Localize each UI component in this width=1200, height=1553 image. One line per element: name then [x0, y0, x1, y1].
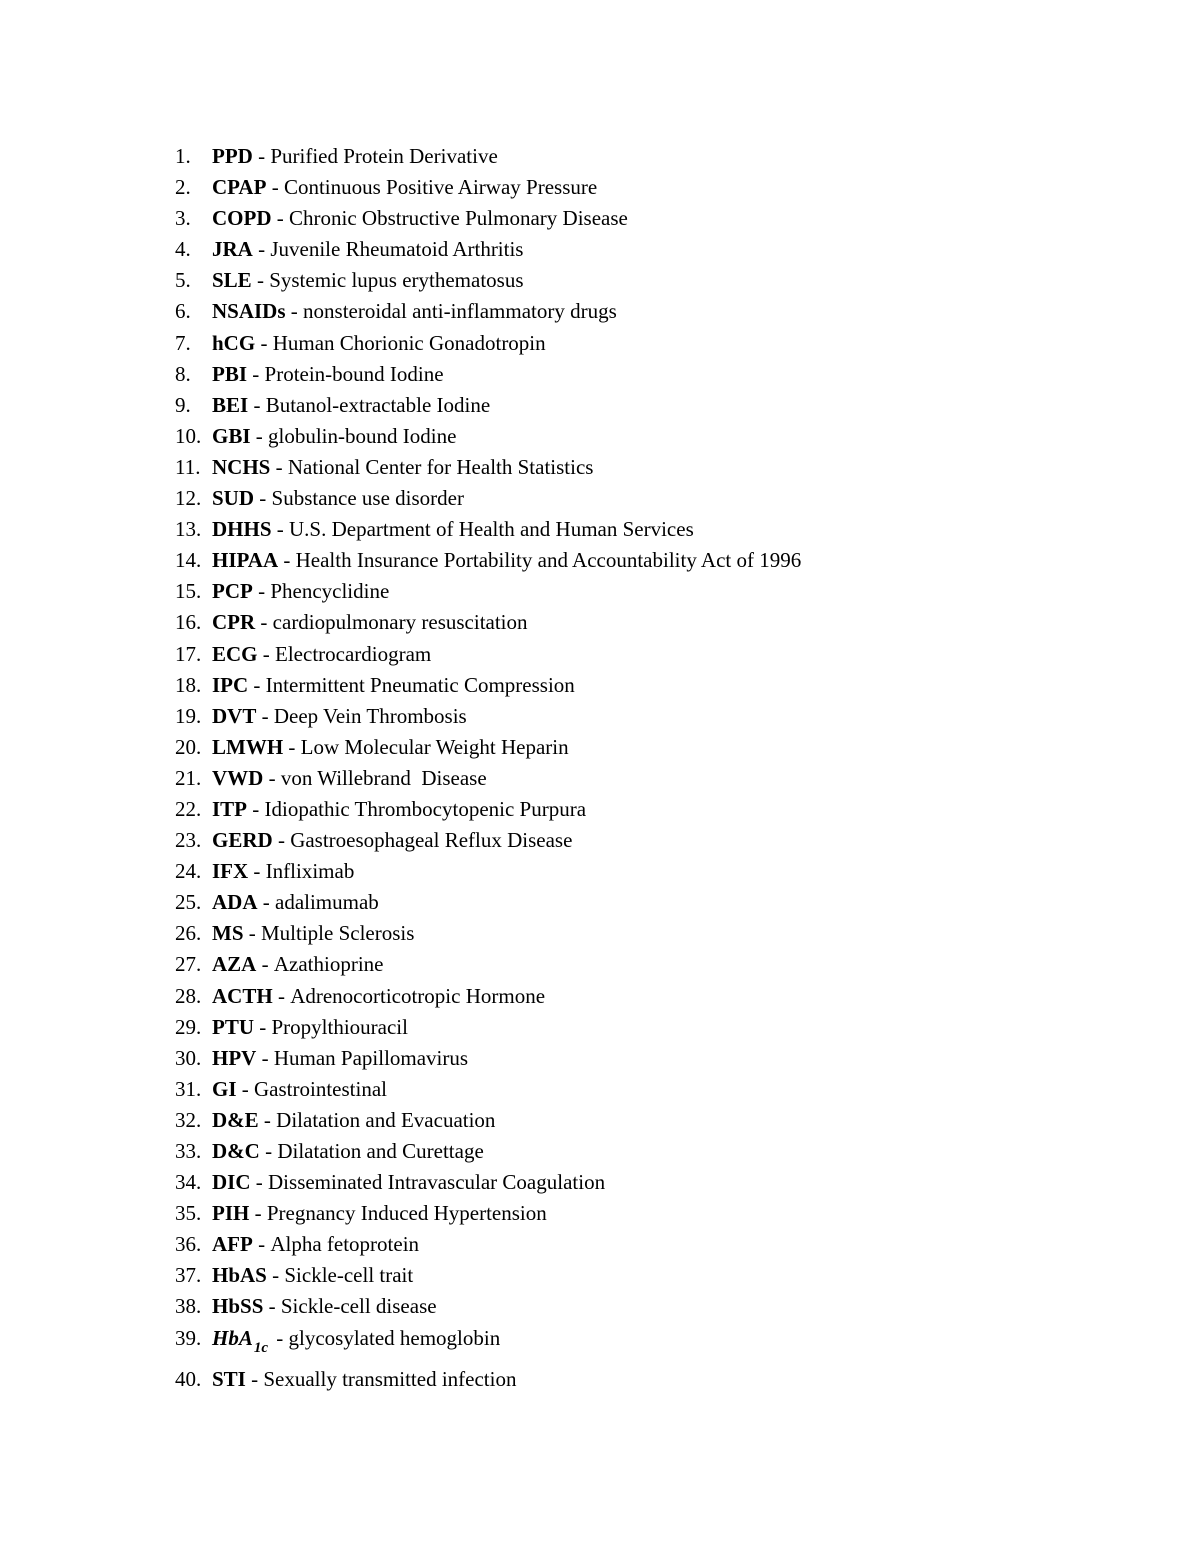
abbreviation: DHHS — [212, 517, 272, 542]
abbreviation: HbSS — [212, 1294, 264, 1319]
abbreviation: HbA — [212, 1325, 253, 1350]
item-number: 27. — [175, 952, 202, 977]
definition: Continuous Positive Airway Pressure — [283, 175, 598, 200]
separator: - — [283, 734, 301, 759]
definition: Pregnancy Induced Hypertension — [266, 1201, 547, 1226]
definition: Dilatation and Curettage — [277, 1139, 484, 1163]
separator: - — [248, 672, 266, 697]
abbreviation-subscript: 1c — [253, 1339, 269, 1356]
list-item — [175, 452, 801, 483]
abbreviation-list — [175, 141, 801, 1395]
item-number: 37. — [175, 1263, 202, 1288]
abbreviation: MS — [212, 921, 244, 946]
abbreviation: COPD — [212, 206, 272, 231]
list-item — [175, 172, 801, 203]
separator: - — [271, 1325, 289, 1350]
separator: - — [256, 1045, 274, 1070]
definition: Human Chorionic Gonadotropin — [272, 330, 546, 355]
definition: Propylthiouracil — [271, 1014, 408, 1039]
item-number: 31. — [175, 1076, 202, 1101]
item-number: 35. — [175, 1201, 202, 1226]
definition: Substance use disorder — [271, 486, 464, 511]
list-item — [175, 514, 801, 545]
abbreviation: D&C — [212, 1139, 260, 1163]
separator: - — [272, 828, 291, 853]
definition: Human Papillomavirus — [273, 1045, 469, 1070]
item-number: 29. — [175, 1014, 202, 1039]
separator: - — [248, 859, 266, 884]
definition: National Center for Health Statistics — [287, 454, 594, 479]
item-number: 8. — [175, 361, 191, 386]
item-number: 13. — [175, 517, 202, 542]
item-number: 34. — [175, 1170, 202, 1195]
abbreviation: HbAS — [212, 1263, 267, 1288]
item-number: 30. — [175, 1045, 202, 1070]
separator: - — [258, 1107, 277, 1132]
separator: - — [250, 423, 269, 448]
list-item — [175, 203, 801, 234]
separator: - — [252, 237, 271, 262]
abbreviation: ADA — [212, 890, 258, 915]
list-item — [175, 1323, 801, 1356]
separator: - — [255, 330, 273, 355]
list-item — [175, 421, 801, 452]
item-number: 38. — [175, 1294, 202, 1319]
separator: - — [271, 206, 289, 231]
separator: - — [285, 299, 304, 324]
list-item — [175, 763, 801, 794]
abbreviation: GBI — [212, 423, 251, 448]
abbreviation: BEI — [212, 392, 249, 417]
list-item — [175, 1105, 801, 1136]
list-item — [175, 141, 801, 172]
abbreviation: DVT — [212, 703, 257, 728]
item-number: 12. — [175, 486, 202, 511]
abbreviation: CPAP — [212, 175, 267, 200]
separator: - — [250, 1170, 269, 1195]
item-number: 10. — [175, 423, 202, 448]
definition: Gastrointestinal — [254, 1076, 387, 1101]
abbreviation: PIH — [212, 1201, 250, 1226]
list-item — [175, 639, 801, 670]
separator: - — [259, 1139, 278, 1163]
list-item — [175, 607, 801, 638]
list-item — [175, 1043, 801, 1074]
definition: adalimumab — [275, 890, 379, 915]
item-number: 36. — [175, 1232, 202, 1257]
definition: Idiopathic Thrombocytopenic Purpura — [264, 796, 587, 821]
item-number: 17. — [175, 641, 202, 666]
separator: - — [272, 983, 291, 1008]
separator: - — [256, 952, 274, 977]
item-number: 5. — [175, 268, 191, 293]
item-number: 20. — [175, 734, 202, 759]
abbreviation: GI — [212, 1076, 237, 1101]
item-number: 6. — [175, 299, 191, 324]
definition: Health Insurance Portability and Accountability Act of 1996 — [295, 548, 802, 573]
definition: Chronic Obstructive Pulmonary Disease — [289, 206, 628, 231]
list-item — [175, 296, 801, 327]
abbreviation: DIC — [212, 1170, 251, 1195]
definition: von Willebrand Disease — [280, 765, 487, 790]
definition: Purified Protein Derivative — [270, 144, 498, 168]
definition: Sexually transmitted infection — [263, 1366, 517, 1391]
item-number: 4. — [175, 237, 191, 262]
definition: Gastroesophageal Reflux Disease — [290, 828, 573, 853]
item-number: 16. — [175, 610, 202, 635]
item-number: 19. — [175, 703, 202, 728]
separator: - — [270, 454, 288, 479]
abbreviation: D&E — [212, 1107, 259, 1132]
item-number: 1. — [175, 144, 191, 168]
definition: Phencyclidine — [270, 579, 390, 604]
item-number: 14. — [175, 548, 202, 573]
separator: - — [263, 765, 281, 790]
abbreviation: AZA — [212, 952, 257, 977]
abbreviation: ITP — [212, 796, 248, 821]
item-number: 22. — [175, 796, 202, 821]
list-item — [175, 794, 801, 825]
list-item — [175, 1364, 801, 1395]
abbreviation: CPR — [212, 610, 256, 635]
separator: - — [257, 890, 275, 915]
list-item — [175, 234, 801, 265]
separator: - — [247, 796, 265, 821]
separator: - — [236, 1076, 255, 1101]
separator: - — [251, 268, 270, 293]
list-item — [175, 856, 801, 887]
item-number: 11. — [175, 454, 201, 479]
list-item — [175, 825, 801, 856]
abbreviation: PTU — [212, 1014, 254, 1039]
definition: Sickle-cell disease — [280, 1294, 437, 1319]
list-item — [175, 483, 801, 514]
list-item — [175, 1229, 801, 1260]
abbreviation: PPD — [212, 144, 253, 168]
separator: - — [254, 486, 272, 511]
definition: cardiopulmonary resuscitation — [272, 610, 528, 635]
item-number: 9. — [175, 392, 191, 417]
item-number: 2. — [175, 175, 191, 200]
abbreviation: HIPAA — [212, 548, 279, 573]
separator: - — [257, 641, 276, 666]
item-number: 33. — [175, 1139, 202, 1163]
abbreviation: ECG — [212, 641, 258, 666]
abbreviation: VWD — [212, 765, 264, 790]
definition: Alpha fetoprotein — [270, 1232, 420, 1257]
list-item — [175, 359, 801, 390]
abbreviation: ACTH — [212, 983, 273, 1008]
definition: U.S. Department of Health and Human Services — [289, 517, 694, 542]
abbreviation: JRA — [212, 237, 253, 262]
item-number: 24. — [175, 859, 202, 884]
separator: - — [254, 1014, 272, 1039]
separator: - — [252, 579, 271, 604]
abbreviation: NSAIDs — [212, 299, 286, 324]
list-item — [175, 545, 801, 576]
abbreviation: LMWH — [212, 734, 284, 759]
list-item — [175, 701, 801, 732]
definition: Protein-bound Iodine — [264, 361, 444, 386]
list-item — [175, 576, 801, 607]
definition: nonsteroidal anti-inflammatory drugs — [303, 299, 617, 324]
definition: Disseminated Intravascular Coagulation — [268, 1170, 606, 1195]
separator: - — [249, 1201, 267, 1226]
item-number: 32. — [175, 1107, 202, 1132]
item-number: 23. — [175, 828, 202, 853]
abbreviation: NCHS — [212, 454, 271, 479]
separator: - — [247, 361, 265, 386]
definition: globulin-bound Iodine — [268, 423, 457, 448]
separator: - — [256, 703, 274, 728]
item-number: 18. — [175, 672, 202, 697]
definition: Juvenile Rheumatoid Arthritis — [270, 237, 524, 262]
list-item — [175, 1012, 801, 1043]
definition: glycosylated hemoglobin — [288, 1325, 501, 1350]
abbreviation: PBI — [212, 361, 248, 386]
definition: Butanol-extractable Iodine — [265, 392, 491, 417]
item-number: 25. — [175, 890, 202, 915]
separator: - — [252, 1232, 271, 1257]
separator: - — [263, 1294, 281, 1319]
list-item — [175, 1291, 801, 1322]
list-item — [175, 981, 801, 1012]
abbreviation: AFP — [212, 1232, 253, 1257]
list-item — [175, 949, 801, 980]
separator: - — [245, 1366, 264, 1391]
item-number: 28. — [175, 983, 202, 1008]
item-number: 40. — [175, 1366, 202, 1391]
item-number: 15. — [175, 579, 202, 604]
separator: - — [266, 175, 284, 200]
definition: Electrocardiogram — [275, 641, 432, 666]
abbreviation: STI — [212, 1366, 246, 1391]
definition: Dilatation and Evacuation — [276, 1107, 496, 1132]
definition: Infliximab — [265, 859, 355, 884]
abbreviation: SLE — [212, 268, 252, 293]
definition: Sickle-cell trait — [284, 1263, 414, 1288]
list-item — [175, 1198, 801, 1229]
list-item — [175, 328, 801, 359]
separator: - — [271, 517, 290, 542]
list-item — [175, 1260, 801, 1291]
definition: Deep Vein Thrombosis — [273, 703, 467, 728]
separator: - — [266, 1263, 285, 1288]
abbreviation: PCP — [212, 579, 253, 604]
list-item — [175, 1136, 801, 1167]
list-item — [175, 887, 801, 918]
definition: Adrenocorticotropic Hormone — [290, 983, 546, 1008]
separator: - — [278, 548, 296, 573]
list-item — [175, 918, 801, 949]
abbreviation: SUD — [212, 486, 255, 511]
separator: - — [248, 392, 266, 417]
separator: - — [243, 921, 261, 946]
separator: - — [252, 144, 271, 168]
list-item — [175, 390, 801, 421]
abbreviation: GERD — [212, 828, 273, 853]
definition: Azathioprine — [273, 952, 384, 977]
item-number: 7. — [175, 330, 191, 355]
list-item — [175, 1167, 801, 1198]
item-number: 39. — [175, 1325, 202, 1350]
definition: Multiple Sclerosis — [261, 921, 415, 946]
abbreviation: hCG — [212, 330, 256, 355]
abbreviation: HPV — [212, 1045, 257, 1070]
definition: Low Molecular Weight Heparin — [300, 734, 569, 759]
item-number: 3. — [175, 206, 191, 231]
abbreviation: IPC — [212, 672, 249, 697]
abbreviation: IFX — [212, 859, 249, 884]
definition: Intermittent Pneumatic Compression — [265, 672, 575, 697]
separator: - — [255, 610, 273, 635]
item-number: 21. — [175, 765, 202, 790]
item-number: 26. — [175, 921, 202, 946]
list-item — [175, 670, 801, 701]
list-item — [175, 732, 801, 763]
list-item — [175, 1074, 801, 1105]
definition: Systemic lupus erythematosus — [269, 268, 524, 293]
list-item — [175, 265, 801, 296]
